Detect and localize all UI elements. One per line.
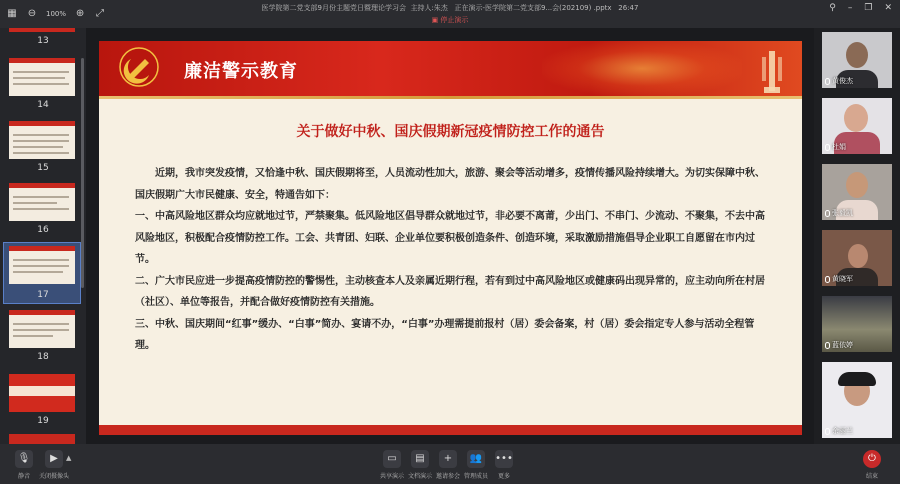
more-button[interactable] — [484, 450, 524, 480]
thumbnail-preview — [9, 374, 75, 412]
stop-label: 停止演示 — [440, 16, 469, 24]
minimize-icon[interactable]: – — [847, 3, 853, 13]
participant-tile[interactable] — [822, 32, 892, 88]
thumbnail-preview — [9, 121, 75, 159]
participant-name-row — [825, 426, 853, 436]
thumbnail-preview — [9, 434, 75, 444]
restore-icon[interactable]: ❐ — [864, 3, 873, 13]
docs-label: 文档演示 — [407, 473, 432, 480]
participant-tile[interactable] — [822, 98, 892, 154]
zoom-out-icon[interactable]: ⊖ — [27, 8, 37, 19]
thumbnail-number: 18 — [37, 352, 49, 362]
thumbnail-preview — [9, 246, 75, 284]
monument-icon — [752, 47, 792, 95]
participant-tile[interactable] — [822, 164, 892, 220]
presentation-stage — [86, 28, 814, 444]
thumbnail-scrollbar[interactable] — [81, 58, 84, 288]
paragraph-item-2: 二、广大市民应进一步提高疫情防控的警惕性，主动核查本人及亲属近期行程，若有到过中高风险地区或健康码出现异常的，应主动向所在村居（社区）、单位等报告，并配合做好疫情防控有关措施。 — [135, 275, 765, 308]
thumbnail-number: 17 — [37, 290, 49, 300]
participant-panel — [814, 28, 900, 444]
thumbnail-number: 15 — [37, 163, 49, 173]
stop-presenting-button[interactable] — [0, 15, 900, 25]
header-divider — [99, 96, 802, 99]
power-icon: ⏻ — [863, 450, 881, 468]
pin-icon[interactable]: ⚲ — [829, 3, 836, 13]
participant-name-row — [825, 340, 853, 350]
participant-name: 蓝依婷 — [832, 341, 853, 349]
participant-name-row — [825, 208, 853, 218]
window-controls — [829, 0, 892, 16]
slide-title: 关于做好中秋、国庆假期新冠疫情防控工作的通告 — [296, 124, 605, 140]
mic-icon — [825, 78, 830, 85]
participant-name-row — [825, 142, 846, 152]
host-label: 主持人:朱杰 — [410, 4, 448, 12]
participant-name: 张毅凯 — [832, 209, 853, 217]
mute-label: 静音 — [17, 473, 30, 480]
thumbnail-number: 13 — [37, 36, 49, 46]
mic-icon — [825, 276, 830, 283]
presenting-file: 正在演示-医学院第二党支部9...会(202109) .pptx — [454, 4, 612, 12]
share-label: 共享演示 — [379, 473, 404, 480]
paragraph-intro: 近期，我市突发疫情，又恰逢中秋、国庆假期将至，人员流动性加大，旅游、聚会等活动增多，疫情传播风险持续增大。为切实保障中秋、国庆假期广大市民健康、安全，特通告如下： — [135, 168, 765, 201]
paragraph-item-1: 一、中高风险地区群众均应就地过节，严禁聚集。低风险地区倡导群众就地过节，非必要不离莆，少出门、不串门、少流动、不聚集，不去中高风险地区，积极配合疫情防控工作。工会、共青团、妇联、企业单位要积极创造条件、创造环境，采取激励措施倡导企业职工自愿留在市内过节。 — [135, 211, 765, 265]
leave-label: 结束 — [865, 473, 878, 480]
camera-label: 关闭摄像头 — [38, 473, 69, 480]
participant-name: 余丽兰 — [832, 427, 853, 435]
mic-icon — [825, 144, 830, 151]
more-icon: ••• — [495, 450, 513, 468]
slide-thumbnail-panel[interactable] — [0, 28, 86, 444]
thumbnail-preview — [9, 58, 75, 96]
screen-share-icon: ▭ — [383, 450, 401, 468]
participant-tile[interactable] — [822, 296, 892, 352]
participant-tile[interactable] — [822, 230, 892, 286]
camera-icon: ▶ — [45, 450, 63, 468]
participant-name: 黄晓军 — [832, 275, 853, 283]
thumbnail-preview — [9, 310, 75, 348]
slide-body — [135, 163, 771, 357]
hammer-sickle-icon — [119, 45, 159, 89]
mic-icon — [825, 428, 830, 435]
close-icon[interactable]: ✕ — [884, 3, 892, 13]
thumbnail-number: 19 — [37, 416, 49, 426]
stop-icon: ▣ — [431, 16, 439, 24]
participant-tile[interactable] — [822, 362, 892, 438]
add-user-icon: + — [439, 450, 457, 468]
more-label: 更多 — [497, 473, 510, 480]
participant-name: 杜娟 — [832, 143, 846, 151]
grid-icon[interactable]: ▦ — [7, 8, 17, 19]
leave-button[interactable] — [852, 450, 892, 480]
current-slide — [99, 41, 802, 435]
mic-icon — [825, 342, 830, 349]
expand-icon[interactable]: ⤢ — [96, 8, 105, 19]
mic-icon — [825, 210, 830, 217]
camera-options-chevron-icon[interactable]: ▲ — [66, 454, 72, 462]
members-label: 管理成员 — [463, 473, 488, 480]
microphone-icon: 🎙 — [15, 450, 33, 468]
zoom-level: 100% — [46, 10, 67, 18]
meeting-title: 医学院第二党支部9月份主题党日暨理论学习会 — [261, 4, 406, 12]
bottom-toolbar — [0, 444, 900, 484]
participant-name: 黄俊杰 — [832, 77, 853, 85]
thumbnail-preview — [9, 28, 75, 32]
invite-label: 邀请参会 — [435, 473, 460, 480]
thumbnail-number: 14 — [37, 100, 49, 110]
participant-name-row — [825, 76, 853, 86]
zoom-in-icon[interactable]: ⊕ — [75, 8, 85, 19]
folder-icon: ▤ — [411, 450, 429, 468]
meeting-timer: 26:47 — [618, 4, 639, 12]
slide-header-title: 廉洁警示教育 — [184, 61, 298, 82]
participant-name-row — [825, 274, 853, 284]
paragraph-item-3: 三、中秋、国庆期间“红事”缓办、“白事”简办、宴请不办，“白事”办理需提前报村（居）委会备案，村（居）委会指定专人参与活动全程管理。 — [135, 318, 755, 351]
top-bar — [0, 0, 900, 28]
meeting-title-line — [0, 3, 900, 13]
slide-header — [99, 41, 802, 96]
thumbnail-preview — [9, 183, 75, 221]
slide-footer-bar — [99, 425, 802, 435]
members-icon: 👥 — [467, 450, 485, 468]
thumbnail-number: 16 — [37, 225, 49, 235]
